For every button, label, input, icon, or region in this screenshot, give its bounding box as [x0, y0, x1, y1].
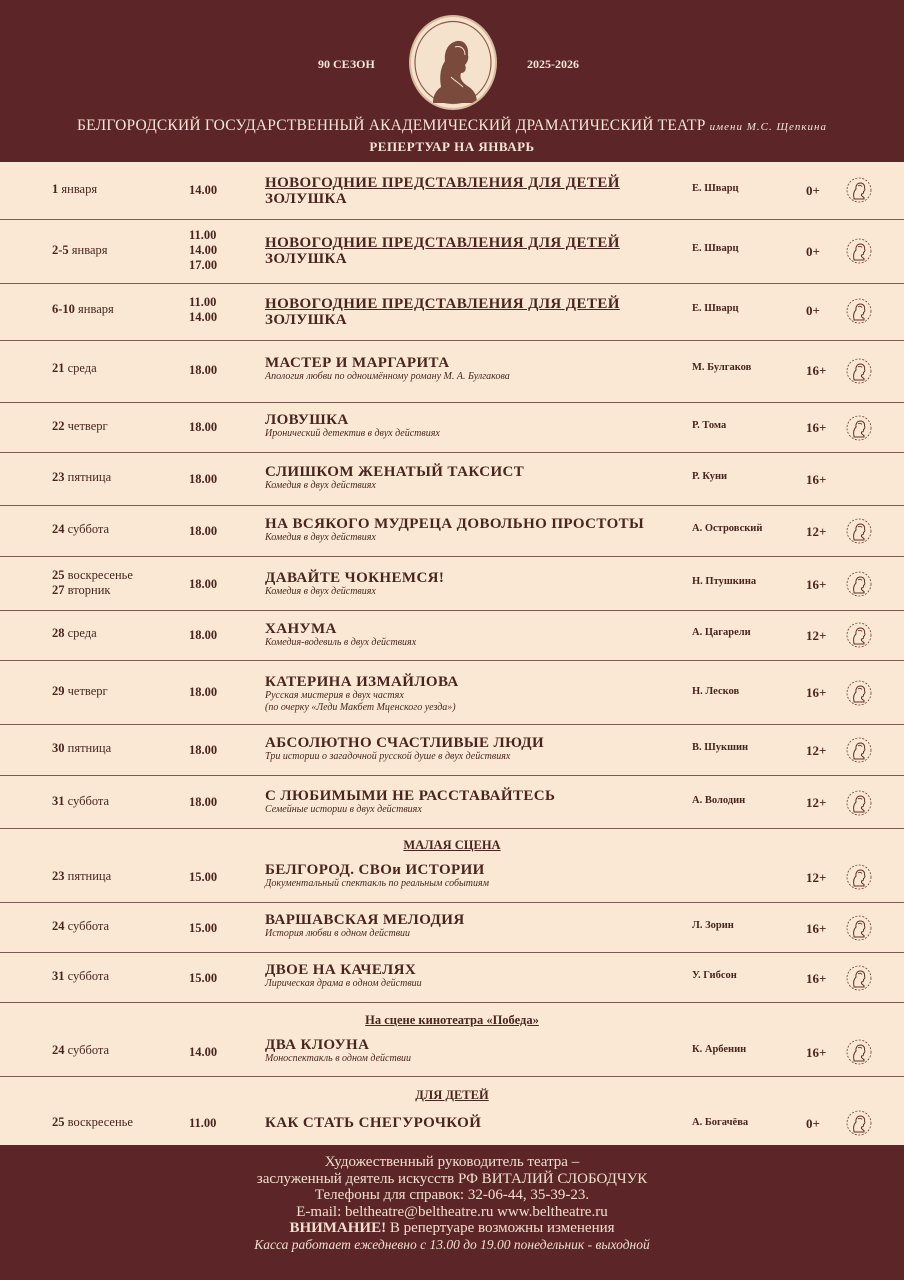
- repertoire-row: [0, 903, 904, 953]
- portrait-icon: [846, 737, 872, 763]
- play-subtitle: Иронический детектив в двух действиях: [265, 428, 440, 439]
- row-time: 11.00 14.00: [189, 295, 218, 324]
- row-date: 21 среда: [52, 361, 97, 375]
- row-author: У. Гибсон: [692, 970, 737, 981]
- theatre-emblem-icon: [409, 15, 497, 110]
- portrait-icon: [846, 915, 872, 941]
- play-title: ДАВАЙТЕ ЧОКНЕМСЯ!: [265, 570, 445, 586]
- row-time: 18.00: [189, 795, 218, 809]
- row-author: Р. Тома: [692, 420, 727, 431]
- repertoire-row: [0, 829, 904, 903]
- row-date: 1 января: [52, 182, 98, 196]
- row-play: [265, 412, 685, 440]
- row-play: [265, 1037, 685, 1065]
- row-play: [265, 296, 685, 328]
- row-author: Р. Куни: [692, 471, 728, 482]
- row-play: [265, 570, 685, 598]
- play-subtitle: Семейные истории в двух действиях: [265, 804, 422, 815]
- repertoire-row: [0, 341, 904, 403]
- play-title: КАТЕРИНА ИЗМАЙЛОВА: [265, 674, 459, 690]
- row-time: 18.00: [189, 743, 218, 757]
- footer-director-line1: Художественный руководитель театра –: [324, 1154, 580, 1170]
- row-play: [265, 516, 685, 544]
- row-play: [265, 862, 685, 890]
- section-kids: ДЛЯ ДЕТЕЙ: [415, 1088, 489, 1102]
- row-author: Е. Шварц: [692, 243, 739, 254]
- section-small-stage: МАЛАЯ СЦЕНА: [403, 838, 501, 852]
- row-time: 11.00: [189, 1116, 217, 1130]
- play-title: МАСТЕР И МАРГАРИТА: [265, 355, 450, 371]
- row-date: 25 воскресенье: [52, 1115, 133, 1129]
- age-rating: 16+: [806, 971, 827, 986]
- play-title: С ЛЮБИМЫМИ НЕ РАССТАВАЙТЕСЬ: [265, 788, 556, 804]
- portrait-icon: [846, 298, 872, 324]
- portrait-icon: [846, 238, 872, 264]
- row-date: 23 пятница: [52, 470, 112, 484]
- row-time: 18.00: [189, 420, 218, 434]
- age-rating: 12+: [806, 524, 827, 539]
- repertoire-row: [0, 1003, 904, 1077]
- play-title: ДВА КЛОУНА: [265, 1037, 370, 1053]
- row-time: 18.00: [189, 363, 218, 377]
- age-rating: 0+: [806, 244, 820, 259]
- age-rating: 12+: [806, 795, 827, 810]
- play-title: ЛОВУШКА: [265, 412, 349, 428]
- row-play: [265, 1115, 685, 1131]
- row-time: 14.00: [189, 1045, 218, 1059]
- play-subtitle: Комедия в двух действиях: [265, 532, 376, 543]
- portrait-icon: [846, 518, 872, 544]
- row-play: [265, 175, 685, 207]
- row-time: 18.00: [189, 472, 218, 486]
- portrait-icon: [846, 680, 872, 706]
- row-author: Н. Лесков: [692, 686, 740, 697]
- row-time: 18.00: [189, 628, 218, 642]
- row-author: А. Володин: [692, 795, 746, 806]
- play-subtitle: История любви в одном действии: [265, 928, 411, 939]
- row-time: 15.00: [189, 870, 218, 884]
- row-author: А. Островский: [692, 523, 763, 534]
- repertoire-row: [0, 1077, 904, 1145]
- theatre-name-suffix: имени М.С. Щепкина: [709, 121, 827, 133]
- row-time: 18.00: [189, 685, 218, 699]
- row-author: Л. Зорин: [692, 920, 734, 931]
- play-subtitle: Апология любви по одноимённому роману М. А. Булгакова: [265, 371, 510, 382]
- play-title: НОВОГОДНИЕ ПРЕДСТАВЛЕНИЯ ДЛЯ ДЕТЕЙ: [265, 235, 620, 251]
- row-play: [265, 962, 685, 990]
- row-date: 29 четверг: [52, 684, 108, 698]
- repertoire-row: [0, 220, 904, 284]
- footer-contacts: E-mail: beltheatre@beltheatre.ru www.beltheatre.ru: [296, 1203, 608, 1220]
- row-play: [265, 674, 685, 714]
- play-title: НОВОГОДНИЕ ПРЕДСТАВЛЕНИЯ ДЛЯ ДЕТЕЙ: [265, 175, 620, 191]
- play-subtitle-2: (по очерку «Леди Макбет Мценского уезда»): [265, 702, 456, 713]
- row-author: Н. Птушкина: [692, 576, 757, 587]
- play-subtitle: Комедия в двух действиях: [265, 586, 376, 597]
- age-rating: 12+: [806, 628, 827, 643]
- footer-warning: ВНИМАНИЕ! В репертуаре возможны изменения: [289, 1220, 615, 1236]
- play-subtitle: Моноспектакль в одном действии: [265, 1053, 412, 1064]
- play-title-2: ЗОЛУШКА: [265, 251, 348, 267]
- row-time: 15.00: [189, 921, 218, 935]
- row-time: 18.00: [189, 577, 218, 591]
- row-time: 15.00: [189, 971, 218, 985]
- age-rating: 16+: [806, 921, 827, 936]
- row-author: Е. Шварц: [692, 183, 739, 194]
- play-subtitle: Лирическая драма в одном действии: [265, 978, 422, 989]
- section-pobeda: На сцене кинотеатра «Победа»: [365, 1013, 539, 1027]
- age-rating: 16+: [806, 363, 827, 378]
- play-title-2: ЗОЛУШКА: [265, 312, 348, 328]
- row-date: 31 суббота: [52, 794, 110, 808]
- repertoire-row: [0, 953, 904, 1003]
- play-subtitle: Документальный спектакль по реальным событиям: [265, 878, 489, 889]
- portrait-icon: [846, 965, 872, 991]
- row-date: 24 суббота: [52, 1043, 110, 1057]
- footer: [0, 1145, 904, 1280]
- season-years: 2025-2026: [527, 57, 579, 71]
- row-date: 2-5 января: [52, 243, 108, 257]
- row-date: 6-10 января: [52, 302, 114, 316]
- row-author: М. Булгаков: [692, 362, 752, 373]
- play-title: СЛИШКОМ ЖЕНАТЫЙ ТАКСИСТ: [265, 464, 525, 480]
- row-author: К. Арбенин: [692, 1044, 747, 1055]
- row-date: 23 пятница: [52, 869, 112, 883]
- age-rating: 12+: [806, 870, 827, 885]
- age-rating: 16+: [806, 1045, 827, 1060]
- row-play: [265, 621, 685, 649]
- play-title: НА ВСЯКОГО МУДРЕЦА ДОВОЛЬНО ПРОСТОТЫ: [265, 516, 645, 532]
- season-label: 90 СЕЗОН: [318, 57, 375, 71]
- row-date: 22 четверг: [52, 419, 108, 433]
- age-rating: 16+: [806, 472, 827, 487]
- portrait-icon: [846, 415, 872, 441]
- row-date: 31 суббота: [52, 969, 110, 983]
- play-title-2: ЗОЛУШКА: [265, 191, 348, 207]
- portrait-icon: [846, 177, 872, 203]
- play-title: ВАРШАВСКАЯ МЕЛОДИЯ: [265, 912, 465, 928]
- repertoire-row: [0, 284, 904, 341]
- portrait-icon: [846, 1110, 872, 1136]
- row-date: 24 суббота: [52, 919, 110, 933]
- row-time: 11.00 14.00 17.00: [189, 228, 218, 272]
- row-play: [265, 355, 685, 383]
- row-play: [265, 735, 685, 763]
- play-title: КАК СТАТЬ СНЕГУРОЧКОЙ: [265, 1115, 482, 1131]
- play-title: АБСОЛЮТНО СЧАСТЛИВЫЕ ЛЮДИ: [265, 735, 545, 751]
- row-time: 18.00: [189, 524, 218, 538]
- play-title: ДВОЕ НА КАЧЕЛЯХ: [265, 962, 417, 978]
- row-play: [265, 912, 685, 940]
- row-play: [265, 464, 685, 492]
- repertoire-row: [0, 557, 904, 611]
- repertoire-row: [0, 611, 904, 661]
- repertoire-row: [0, 403, 904, 453]
- play-subtitle: Три истории о загадочной русской душе в двух действиях: [265, 751, 511, 762]
- page-title: РЕПЕРТУАР НА ЯНВАРЬ: [369, 139, 535, 154]
- repertoire-row: [0, 661, 904, 725]
- row-time: 14.00: [189, 183, 218, 197]
- portrait-icon: [846, 571, 872, 597]
- row-author: Е. Шварц: [692, 303, 739, 314]
- repertoire-row: [0, 506, 904, 557]
- play-title: ХАНУМА: [265, 621, 337, 637]
- portrait-icon: [846, 1039, 872, 1065]
- repertoire-row: [0, 776, 904, 829]
- footer-director-line2: заслуженный деятель искусств РФ ВИТАЛИЙ СЛОБОДЧУК: [256, 1170, 648, 1187]
- header: [0, 0, 904, 162]
- age-rating: 16+: [806, 577, 827, 592]
- theatre-name-main: БЕЛГОРОДСКИЙ ГОСУДАРСТВЕННЫЙ АКАДЕМИЧЕСКИЙ ДРАМАТИЧЕСКИЙ ТЕАТР: [77, 117, 706, 134]
- row-author: А. Цагарели: [692, 627, 751, 638]
- row-date: 24 суббота: [52, 522, 110, 536]
- age-rating: 0+: [806, 303, 820, 318]
- play-subtitle: Комедия-водевиль в двух действиях: [265, 637, 417, 648]
- row-author: В. Шукшин: [692, 742, 749, 753]
- footer-box-office: Касса работает ежедневно с 13.00 до 19.00 понедельник - выходной: [254, 1236, 650, 1252]
- age-rating: 16+: [806, 420, 827, 435]
- portrait-icon: [846, 358, 872, 384]
- row-date: 25 воскресенье 27 вторник: [52, 568, 133, 597]
- row-author: А. Богачёва: [692, 1117, 749, 1128]
- age-rating: 16+: [806, 685, 827, 700]
- portrait-icon: [846, 622, 872, 648]
- repertoire-row: [0, 725, 904, 776]
- portrait-icon: [846, 864, 872, 890]
- repertoire-row: [0, 162, 904, 220]
- play-subtitle: Русская мистерия в двух частях: [265, 690, 404, 701]
- play-title: НОВОГОДНИЕ ПРЕДСТАВЛЕНИЯ ДЛЯ ДЕТЕЙ: [265, 296, 620, 312]
- row-play: [265, 235, 685, 267]
- portrait-icon: [846, 790, 872, 816]
- play-subtitle: Комедия в двух действиях: [265, 480, 376, 491]
- repertoire-row: [0, 453, 904, 506]
- row-date: 28 среда: [52, 626, 97, 640]
- theatre-name: [0, 117, 904, 135]
- play-title: БЕЛГОРОД. СВОи ИСТОРИИ: [265, 862, 485, 878]
- footer-phones: Телефоны для справок: 32-06-44, 35-39-23.: [314, 1187, 590, 1203]
- age-rating: 0+: [806, 1116, 820, 1131]
- age-rating: 12+: [806, 743, 827, 758]
- row-play: [265, 788, 685, 816]
- row-date: 30 пятница: [52, 741, 112, 755]
- age-rating: 0+: [806, 183, 820, 198]
